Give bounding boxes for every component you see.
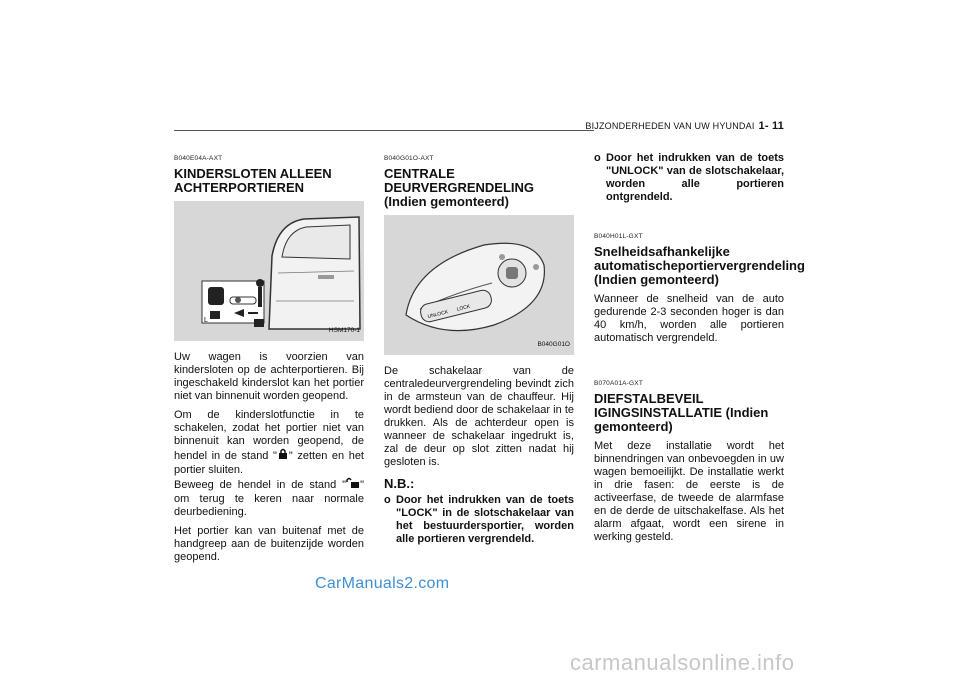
section-code: B070A01A-GXT: [594, 380, 644, 387]
page-number: 1- 11: [758, 120, 784, 132]
list-item: [384, 494, 574, 546]
watermark-carmanualsonline[interactable]: carmanualsonline.info: [570, 650, 795, 675]
header-rule: [174, 130, 594, 131]
switch-unlock-label: UNLOCK: [427, 309, 449, 321]
text-span: Om de kinderslotfunctie in te schakelen, zodat het portier niet van binnenuit kan worden geopend, de hendel in de stand ": [174, 409, 364, 462]
lock-icon: [277, 448, 289, 464]
text-span: Beweeg de hendel in de stand ": [174, 478, 347, 491]
rear-door-illustration: [174, 201, 364, 341]
paragraph: Met deze installatie wordt het binnendringen van onbevoegden in uw wagen bemoeilijkt. De installatie werkt in drie fasen: de eerste is de activeerfase, de tweede de alarmfase en de derde de uitschakelfase. Als het alarm afgaat, wordt een sirene in werking gesteld.: [594, 440, 784, 543]
bullet-marker: o: [384, 494, 391, 506]
section-title: BIJZONDERHEDEN VAN UW HYUNDAI: [585, 121, 755, 131]
section-title-speed-locking: Snelheidsafhankelijke automatischeportiervergrendeling (Indien gemonteerd): [594, 244, 805, 287]
paragraph: Uw wagen is voorzien van kindersloten op de achterportieren. Bij ingeschakeld kinderslot kan het portier niet van binnenuit worden geopend.: [174, 351, 364, 402]
column-central-locking: [384, 152, 574, 546]
paragraph: Het portier kan van buitenaf met de handgreep aan de buitenzijde worden geopend.: [174, 525, 364, 563]
section-title-anti-theft: DIEFSTALBEVEIL IGINGSINSTALLATIE (Indien gemonteerd): [594, 391, 769, 434]
paragraph: De schakelaar van de centraledeurvergrendeling bevindt zich in de armsteun van de chauffeur. Hij wordt bediend door de schakelaar in te drukken. Als de achterdeur open is wanneer de schakelaar ingedrukt is, zal de deur op slot zitten nadat hij gesloten is.: [384, 365, 574, 468]
bullet-marker: o: [594, 152, 601, 164]
text-span: " zetten en het portier sluiten.: [174, 449, 364, 476]
section-title-child-locks: KINDERSLOTEN ALLEEN ACHTERPORTIEREN: [174, 166, 332, 195]
bullet-text: Door het indrukken van de toets "LOCK" in de slotschakelaar van het bestuurdersportier, worden alle portieren vergrendeld.: [396, 494, 574, 545]
door-child-lock-figure: [174, 201, 364, 341]
paragraph: Wanneer de snelheid van de auto gedurende 2-3 seconden hoger is dan 40 km/h, worden alle portieren automatisch vergrendeld.: [594, 293, 784, 344]
text-span: " om terug te keren naar normale deurbediening.: [174, 478, 364, 518]
column-locking-alarm: [594, 152, 805, 550]
paragraph: [174, 409, 364, 519]
watermark-carmanuals2[interactable]: CarManuals2.com: [315, 575, 450, 592]
list-item: [594, 152, 784, 204]
figure-caption: HSM170-1: [328, 327, 360, 334]
section-code: B040H01L-GXT: [594, 233, 643, 240]
section-title-central-locking: CENTRALE DEURVERGRENDELING (Indien gemonteerd): [384, 166, 535, 209]
page-header: [585, 120, 784, 132]
unlock-icon: [346, 477, 360, 493]
column-child-locks: [174, 152, 364, 570]
bullet-text: Door het indrukken van de toets "UNLOCK" van de slotschakelaar, worden alle portieren ontgrendeld.: [606, 152, 784, 203]
section-code: B040G01O-AXT: [384, 155, 434, 162]
figure-caption: B040G01O: [537, 341, 570, 348]
section-code: B040E04A-AXT: [174, 155, 223, 162]
door-switch-figure: [384, 215, 574, 355]
switch-lock-label: LOCK: [456, 303, 471, 313]
svg-text:L: L: [204, 317, 208, 324]
door-switch-illustration: [384, 215, 574, 355]
note-heading: N.B.:: [384, 476, 415, 491]
